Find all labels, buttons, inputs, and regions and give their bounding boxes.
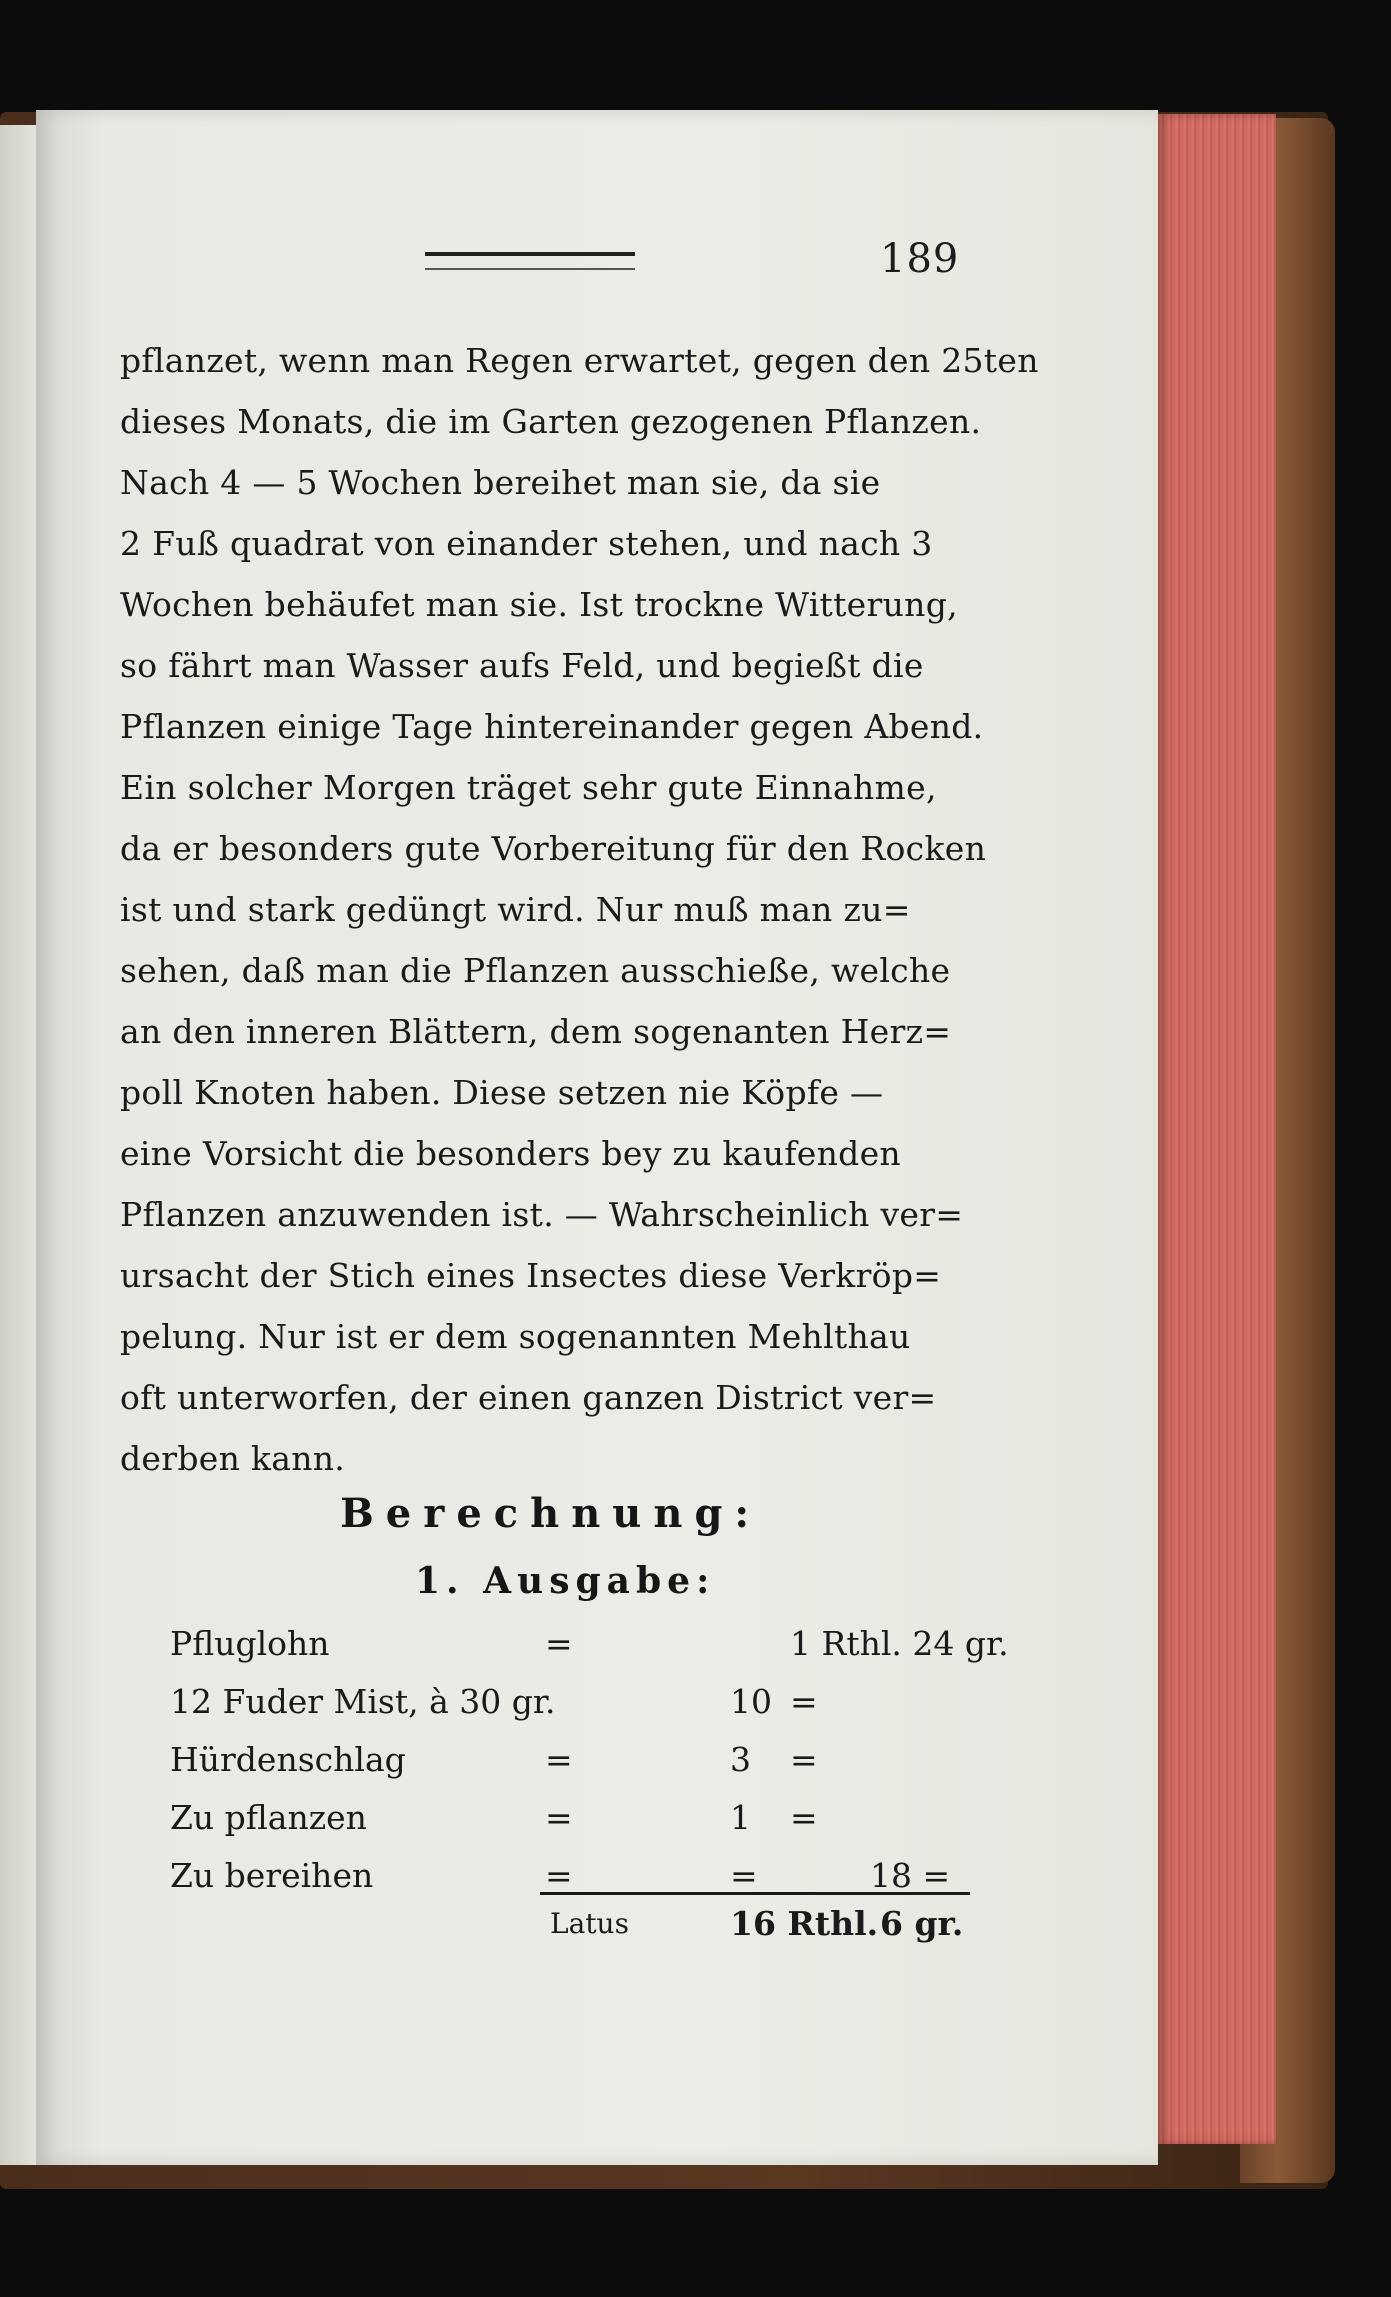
calc-value: = [730,1856,758,1895]
text-line: pflanzet, wenn man Regen erwartet, gegen den 25ten [120,341,1039,380]
text-line: ursacht der Stich eines Insectes diese Verkröp= [120,1256,942,1295]
text-line: Ein solcher Morgen träget sehr gute Einnahme, [120,768,937,807]
calc-mark: = [545,1624,573,1663]
text-line: Nach 4 — 5 Wochen bereihet man sie, da sie [120,463,881,502]
calc-label: Pfluglohn [170,1624,330,1663]
total-gr: 6 gr. [880,1904,964,1943]
calc-label: Hürdenschlag [170,1740,406,1779]
calc-row [170,1789,990,1847]
text-line: Pflanzen einige Tage hintereinander gegen Abend. [120,707,984,746]
calc-label: Zu bereihen [170,1856,374,1895]
calc-mark: = [545,1856,573,1895]
calc-value: 1 [730,1798,751,1837]
text-line: oft unterworfen, der einen ganzen District ver= [120,1378,937,1417]
sub-title: 1. Ausgabe: [415,1560,716,1602]
page-number: 189 [880,236,960,282]
total-row [540,1895,980,1953]
calc-label: Zu pflanzen [170,1798,367,1837]
text-line: eine Vorsicht die besonders bey zu kaufenden [120,1134,901,1173]
text-line: dieses Monats, die im Garten gezogenen Pflanzen. [120,402,982,441]
calc-value: 18 = [870,1856,951,1895]
calc-row [170,1673,990,1731]
text-line: da er besonders gute Vorbereitung für den Rocken [120,829,987,868]
calc-row [170,1615,1009,1673]
total-rthl: 16 Rthl. [730,1904,879,1943]
header-rule [425,252,635,270]
calc-value: 3 [730,1740,751,1779]
calc-value: = [790,1798,818,1837]
calc-mark: = [545,1740,573,1779]
calculation-table [170,1615,1009,1905]
text-line: Wochen behäufet man sie. Ist trockne Witterung, [120,585,958,624]
text-line: sehen, daß man die Pflanzen ausschieße, welche [120,951,951,990]
text-line: derben kann. [120,1439,346,1478]
calc-value: = [790,1682,818,1721]
calc-value: = [790,1740,818,1779]
text-line: ist und stark gedüngt wird. Nur muß man zu= [120,890,911,929]
text-line: 2 Fuß quadrat von einander stehen, und nach 3 [120,524,933,563]
text-line: Pflanzen anzuwenden ist. — Wahrscheinlich ver= [120,1195,964,1234]
text-line: poll Knoten haben. Diese setzen nie Köpfe — [120,1073,884,1112]
calc-mark: = [545,1798,573,1837]
calc-row [170,1731,990,1789]
text-line: pelung. Nur ist er dem sogenannten Mehlthau [120,1317,911,1356]
calc-value: 1 Rthl. 24 gr. [790,1624,1009,1663]
calc-label: 12 Fuder Mist, à 30 gr. [170,1682,556,1721]
calc-value: 10 [730,1682,772,1721]
text-line: an den inneren Blättern, dem sogenanten Herz= [120,1012,952,1051]
left-page-edge [0,125,36,2165]
text-line: so fährt man Wasser aufs Feld, und begießt die [120,646,924,685]
total-label: Latus [550,1907,629,1940]
red-page-edges [1158,114,1276,2144]
section-title: Berechnung: [340,1490,762,1537]
body-text [120,330,1039,1489]
